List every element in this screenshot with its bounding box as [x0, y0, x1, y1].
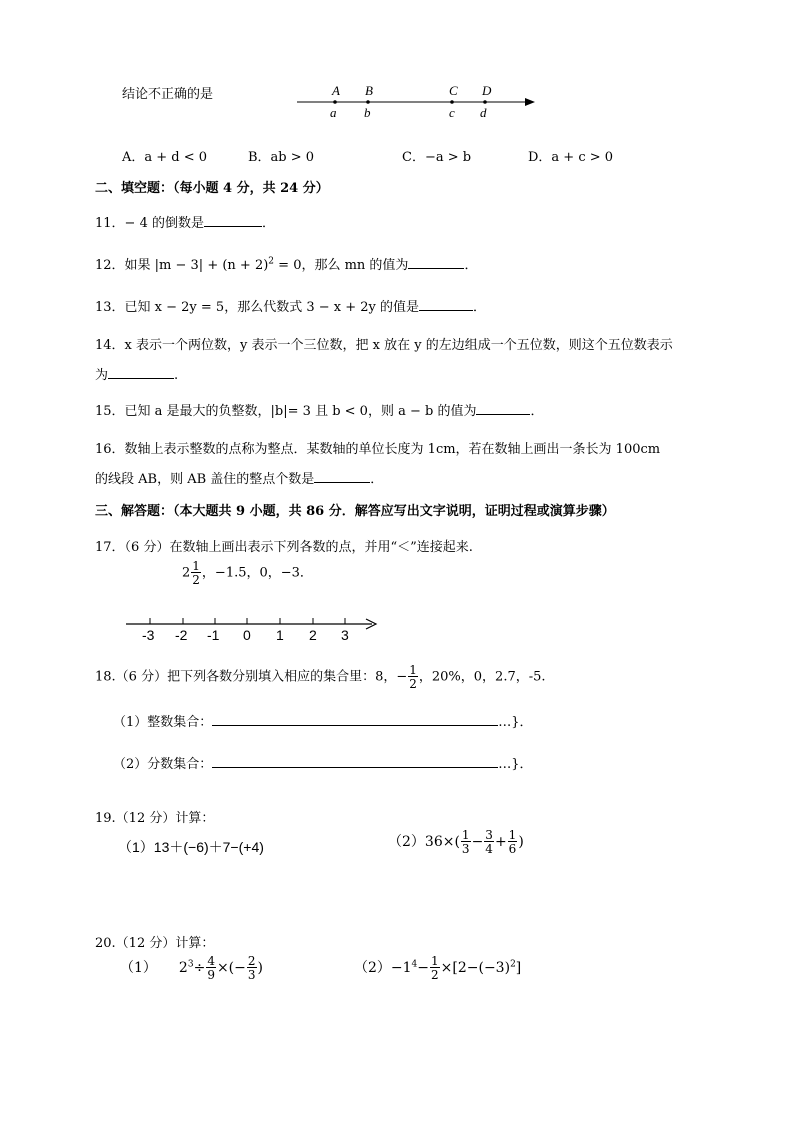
- q19-frac1-den: 3: [461, 842, 470, 856]
- q11-end: ．: [261, 216, 275, 231]
- tick-label-neg1: -1: [207, 627, 220, 643]
- q19-part2: [388, 829, 524, 855]
- q19-frac1-num: 1: [461, 828, 470, 842]
- q20-text: 20.（12 分）计算：: [95, 936, 215, 951]
- q20-p1-label: （1）: [120, 960, 157, 976]
- tick-label-0: 0: [243, 627, 251, 643]
- q17-text: 17．（6 分）在数轴上画出表示下列各数的点，并用“＜”连接起来.: [95, 540, 473, 555]
- q17-rest: ，−1.5，0，−3．: [201, 565, 313, 581]
- q20-p1-div: ÷: [193, 960, 206, 976]
- q16-line1: 16．数轴上表示整数的点称为整点．某数轴的单位长度为 1cm，若在数轴上画出一条长为 100cm: [95, 442, 661, 457]
- q12-post: = 0，那么 mn 的值为: [274, 258, 409, 273]
- tick-label-1: 1: [276, 627, 284, 643]
- q12-blank: [408, 256, 464, 269]
- q18-set1: [113, 711, 533, 730]
- q15-end: ．: [530, 404, 544, 419]
- q19-frac-2: [484, 829, 494, 855]
- q14-line2-text: 为: [95, 368, 109, 383]
- q10-option-b: B．ab > 0: [248, 150, 315, 165]
- q18-set2: [113, 753, 533, 772]
- q18-set2-end: …}．: [498, 757, 533, 772]
- q19-frac2-num: 3: [485, 828, 493, 842]
- q14-line1: 14．x 表示一个两位数，y 表示一个三位数，把 x 放在 y 的左边组成一个五位数，则这个五位数表示: [95, 338, 673, 353]
- q20-p1-end: ): [257, 960, 263, 976]
- q12: [95, 254, 477, 273]
- q20-p2-rest: ×[2−(−3): [440, 960, 511, 976]
- q10-option-a: A．a + d < 0: [122, 150, 208, 165]
- q20-p1-frac2-den: 3: [247, 968, 256, 982]
- q18-text: [95, 664, 546, 690]
- section-3-heading: 三、解答题：（本大题共 9 小题，共 86 分．解答应写出文字说明，证明过程或演算步骤）: [95, 504, 615, 519]
- q20-p1-times: ×(−: [216, 960, 246, 976]
- q17-fraction: [191, 560, 201, 586]
- q12-exp: 2: [268, 256, 275, 267]
- q17-frac-den: 2: [192, 573, 200, 587]
- q19-p2-pre: （2）36×(: [388, 834, 460, 850]
- q13-end: ．: [473, 300, 487, 315]
- q18-set1-blank: [212, 713, 498, 726]
- q20-p1-frac1: [206, 955, 216, 981]
- q16-blank: [314, 470, 370, 483]
- q18-set1-label: （1）整数集合：: [113, 715, 213, 730]
- q19-op-minus: −: [471, 834, 484, 850]
- q19-text: 19.（12 分）计算：: [95, 811, 215, 826]
- q14-blank: [108, 366, 174, 379]
- q20-p2-end: ]: [515, 960, 522, 976]
- q19-p2-end: ): [518, 834, 524, 850]
- q20-p2-label: （2）−1: [354, 960, 412, 976]
- label-d: d: [480, 105, 487, 120]
- q19-frac3-num: 1: [508, 828, 517, 842]
- q20-p2-exp: 4: [411, 959, 418, 970]
- label-a: a: [330, 105, 337, 120]
- q20-p2-frac: [430, 955, 440, 981]
- point-d: [483, 100, 487, 104]
- q13-text: 13．已知 x − 2y = 5，那么代数式 3 − x + 2y 的值是: [95, 300, 420, 315]
- tick-label-neg2: -2: [175, 627, 188, 643]
- q20-p1-frac1-num: 4: [207, 954, 215, 968]
- q14-line2: [95, 364, 178, 383]
- label-b: b: [364, 105, 371, 120]
- q19-frac-3: [508, 829, 518, 855]
- q13-blank: [419, 298, 473, 311]
- q19-part1: （1）13＋(−6)＋7−(+4): [118, 839, 264, 855]
- q18-frac-den: 2: [409, 677, 417, 691]
- q20-p1-frac1-den: 9: [207, 968, 215, 982]
- label-c: c: [449, 105, 455, 120]
- q10-option-d: D．a + c > 0: [528, 150, 614, 165]
- q20-part1: [120, 955, 263, 981]
- q13: [95, 296, 486, 315]
- q18-pre: 18.（6 分）把下列各数分别填入相应的集合里：8，−: [95, 669, 408, 685]
- point-b: [366, 100, 370, 104]
- q15: [95, 400, 543, 419]
- tick-label-3: 3: [341, 627, 349, 643]
- q16-end: ．: [370, 472, 384, 487]
- q17-mixed-whole: 2: [182, 565, 191, 581]
- point-c: [450, 100, 454, 104]
- q17-numbers: [182, 560, 313, 586]
- q20-p1-exp: 3: [187, 959, 194, 970]
- q14-end: .: [174, 368, 179, 383]
- q20-p1-frac2: [247, 955, 257, 981]
- q20-p2-frac-den: 2: [431, 968, 439, 982]
- q10-stem: 结论不正确的是: [122, 87, 214, 102]
- q19-frac-1: [461, 829, 471, 855]
- label-D: D: [482, 83, 492, 98]
- q20-p2-minus: −: [417, 960, 430, 976]
- q12-pre: 12．如果 |m − 3| + (n + 2): [95, 258, 269, 273]
- tick-label-neg3: -3: [142, 627, 155, 643]
- label-B: B: [365, 83, 373, 98]
- q18-set1-end: …}．: [498, 715, 533, 730]
- q18-fraction: [408, 664, 418, 690]
- q20-p1-base: 2: [178, 960, 188, 976]
- q20-p2-frac-num: 1: [431, 954, 439, 968]
- q17-frac-num: 1: [192, 559, 200, 573]
- q18-post: ，20%，0，2.7，-5.: [418, 669, 546, 685]
- q12-end: ．: [464, 258, 478, 273]
- q16-line2: [95, 468, 383, 487]
- q20-p1-frac2-num: 2: [247, 954, 256, 968]
- q18-set2-blank: [212, 755, 498, 768]
- section-2-heading: 二、填空题：（每小题 4 分，共 24 分）: [95, 181, 329, 196]
- q20-p2-exp2: 2: [510, 959, 516, 970]
- label-A: A: [332, 83, 340, 98]
- q19-frac3-den: 6: [508, 842, 517, 856]
- point-a: [333, 100, 337, 104]
- q18-frac-num: 1: [409, 663, 417, 677]
- q10-option-c: C．−a > b: [402, 150, 472, 165]
- q11: [95, 212, 275, 231]
- q19-frac2-den: 4: [485, 842, 493, 856]
- q11-text: 11．− 4 的倒数是: [95, 216, 204, 231]
- label-C: C: [449, 83, 458, 98]
- q20-part2: [354, 955, 521, 981]
- q16-line2-text: 的线段 AB，则 AB 盖住的整点个数是: [95, 472, 315, 487]
- q18-set2-label: （2）分数集合：: [113, 757, 213, 772]
- q19-op-plus: +: [494, 834, 507, 850]
- tick-label-2: 2: [309, 627, 317, 643]
- q15-blank: [476, 402, 530, 415]
- q15-text: 15．已知 a 是最大的负整数，|b|= 3 且 b < 0，则 a − b 的值为: [95, 404, 477, 419]
- q11-blank: [204, 214, 262, 227]
